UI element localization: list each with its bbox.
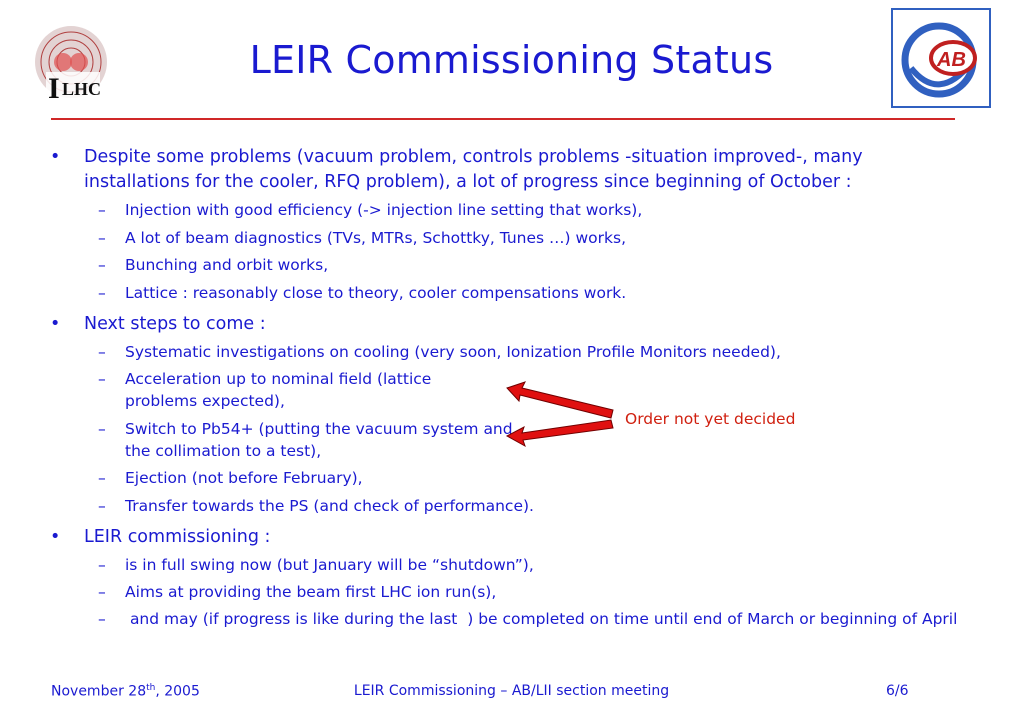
sub-bullet-text: and may (if progress is like during the last ) be completed on time until end of March or beginning of April xyxy=(125,610,958,628)
sub-bullet-text: Systematic investigations on cooling (very soon, Ionization Profile Monitors needed), xyxy=(125,343,781,361)
footer-title: LEIR Commissioning – AB/LII section meeting xyxy=(353,683,670,699)
arrow-down-left xyxy=(507,420,613,446)
bullet-dot: • xyxy=(50,527,61,547)
sub-bullet-text: Switch to Pb54+ (putting the vacuum system and the collimation to a test), xyxy=(125,420,513,460)
sub-bullet-text: Bunching and orbit works, xyxy=(125,256,329,274)
bullet-dot: • xyxy=(50,314,61,334)
sub-bullet-text: Acceleration up to nominal field (lattice problems expected), xyxy=(125,370,432,410)
title-divider xyxy=(51,118,955,120)
bullet-text: Next steps to come : xyxy=(84,314,266,334)
bullet-dot: • xyxy=(50,147,61,167)
bullet-text: Despite some problems (vacuum problem, controls problems -situation improved-, many installations for the cooler, RFQ problem), a lot of progress since beginning of October : xyxy=(84,147,863,192)
ab-logo-text: AB xyxy=(937,49,966,71)
annotation-label: Order not yet decided xyxy=(625,410,796,428)
sub-bullet-text: Aims at providing the beam first LHC ion run(s), xyxy=(125,583,497,601)
footer-page-number: 6/6 xyxy=(886,683,909,699)
sub-bullet-text: Ejection (not before February), xyxy=(125,469,363,487)
sub-bullet-text: Lattice : reasonably close to theory, cooler compensations work. xyxy=(125,284,627,302)
sub-bullet-text: A lot of beam diagnostics (TVs, MTRs, Schottky, Tunes …) works, xyxy=(125,229,627,247)
arrow-up-left xyxy=(507,382,613,418)
arrows-graphic xyxy=(505,380,625,450)
lhc-logo-letter: I xyxy=(48,72,60,105)
sub-bullet-text: is in full swing now (but January will be “shutdown”), xyxy=(125,556,534,574)
sub-bullet-text: Transfer towards the PS (and check of performance). xyxy=(125,497,534,515)
lhc-logo-text: LHC xyxy=(62,79,102,99)
sub-bullet-text: Injection with good efficiency (-> injection line setting that works), xyxy=(125,201,643,219)
footer-date: November 28th, 2005 xyxy=(51,683,200,700)
bullet-text: LEIR commissioning : xyxy=(84,527,271,547)
slide-title: LEIR Commissioning Status xyxy=(249,38,774,82)
